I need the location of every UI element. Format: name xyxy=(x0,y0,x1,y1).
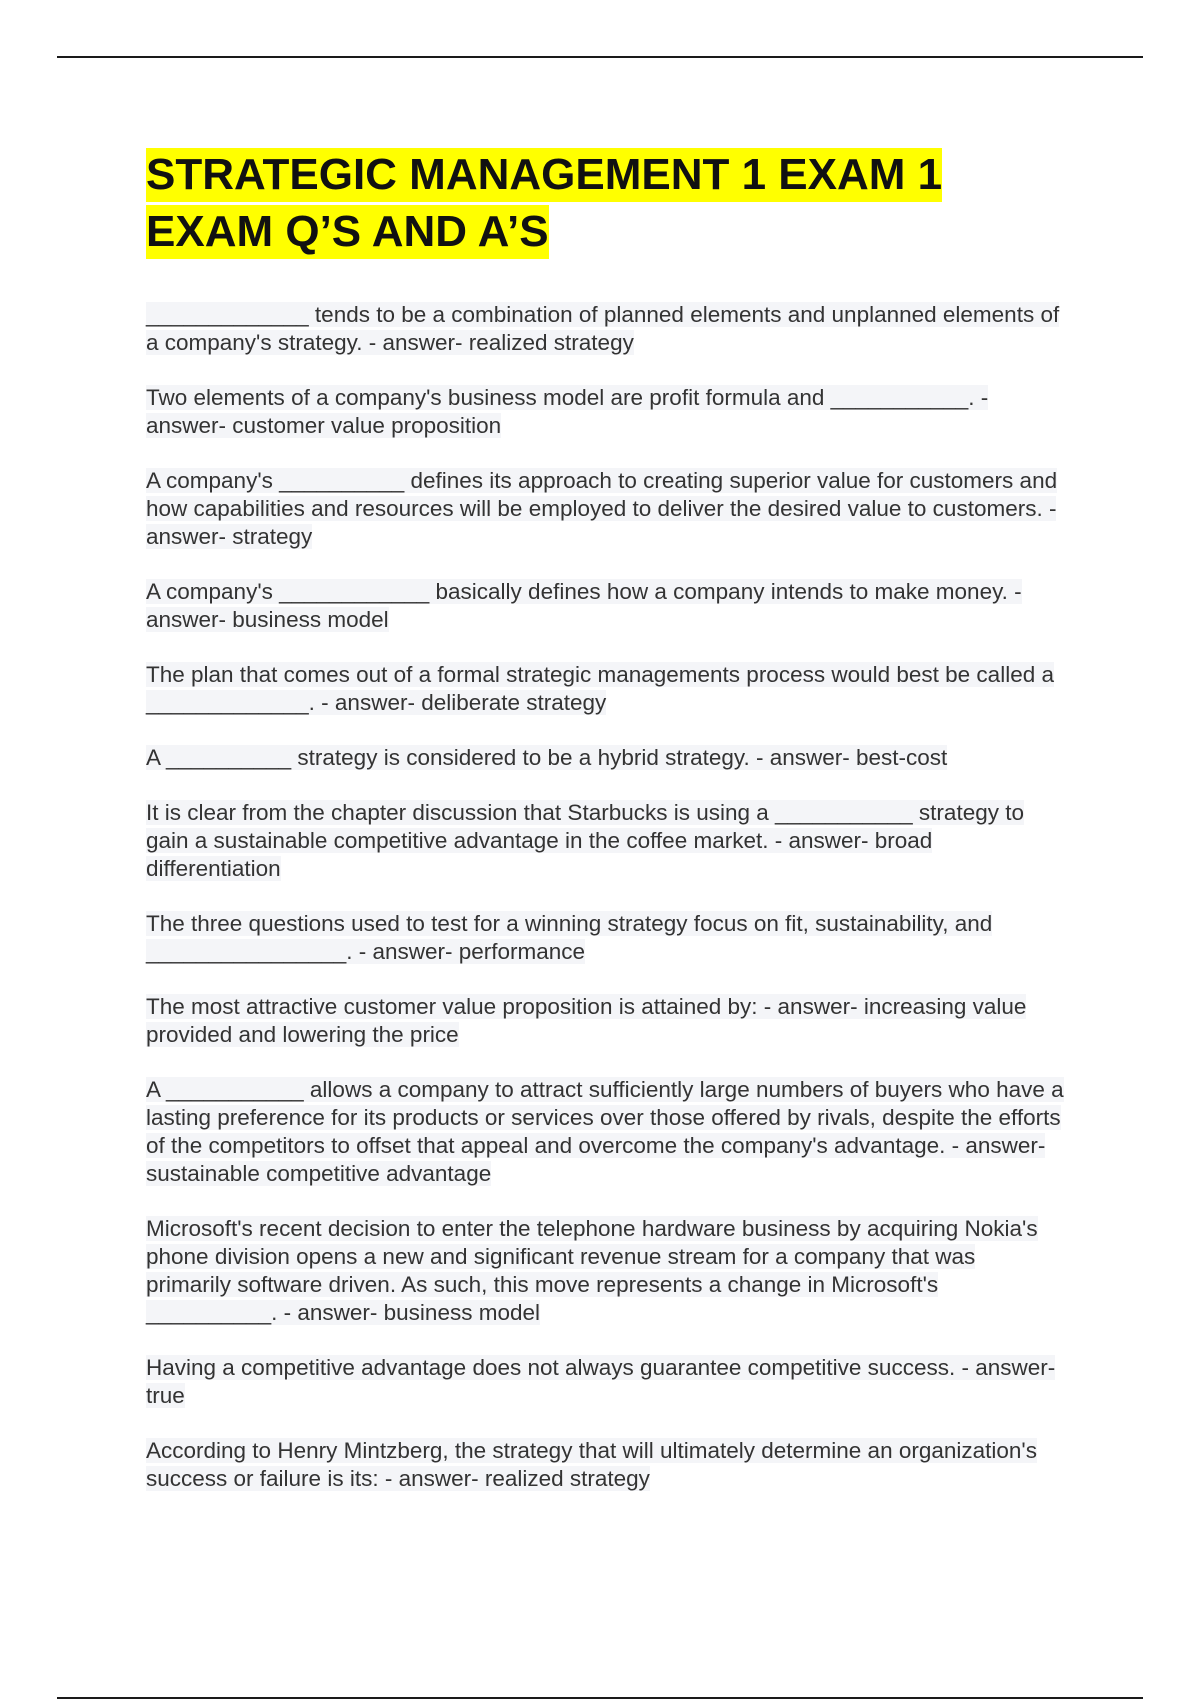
bottom-rule xyxy=(57,1697,1143,1699)
qa-item xyxy=(146,744,1066,772)
qa-item xyxy=(146,661,1066,717)
qa-item-text: Two elements of a company's business model are profit formula and ___________. - answer- customer value proposition xyxy=(146,385,989,438)
top-rule xyxy=(57,56,1143,58)
qa-item-text: A company's __________ defines its approach to creating superior value for customers and how capabilities and resources will be employed to deliver the desired value to customers. - answer- strategy xyxy=(146,468,1058,549)
qa-item-text: Having a competitive advantage does not always guarantee competitive success. - answer- true xyxy=(146,1355,1056,1408)
qa-item-text: The most attractive customer value proposition is attained by: - answer- increasing value provided and lowering the price xyxy=(146,994,1027,1047)
qa-item xyxy=(146,384,1066,440)
qa-item xyxy=(146,1437,1066,1493)
document-title xyxy=(146,146,1066,260)
qa-item-text: Microsoft's recent decision to enter the telephone hardware business by acquiring Nokia's phone division opens a new and significant revenue stream for a company that was primarily software driven. As such, this move represents a change in Microsoft's __________. - answer- business model xyxy=(146,1216,1038,1325)
qa-item-text: It is clear from the chapter discussion that Starbucks is using a ___________ strategy to gain a sustainable competitive advantage in the coffee market. - answer- broad differentiation xyxy=(146,800,1024,881)
qa-item xyxy=(146,467,1066,551)
qa-item-text: A company's ____________ basically defines how a company intends to make money. - answer- business model xyxy=(146,579,1022,632)
qa-item xyxy=(146,578,1066,634)
qa-item xyxy=(146,1215,1066,1327)
qa-item-text: A ___________ allows a company to attract sufficiently large numbers of buyers who have a lasting preference for its products or services over those offered by rivals, despite the efforts of the competitors to offset that appeal and overcome the company's advantage. - answer- sustainable competitive advantage xyxy=(146,1077,1064,1186)
qa-item xyxy=(146,910,1066,966)
qa-item xyxy=(146,1076,1066,1188)
qa-item xyxy=(146,301,1066,357)
qa-item xyxy=(146,799,1066,883)
qa-item-text: The three questions used to test for a winning strategy focus on fit, sustainability, and ________________. - answer- performance xyxy=(146,911,993,964)
qa-item xyxy=(146,993,1066,1049)
title-highlight: STRATEGIC MANAGEMENT 1 EXAM 1 EXAM Q’S AND A’S xyxy=(146,148,942,259)
qa-item-text: A __________ strategy is considered to be a hybrid strategy. - answer- best-cost xyxy=(146,745,948,770)
qa-list xyxy=(146,301,1066,1520)
qa-item-text: _____________ tends to be a combination of planned elements and unplanned elements of a company's strategy. - answer- realized strategy xyxy=(146,302,1060,355)
qa-item-text: The plan that comes out of a formal strategic managements process would best be called a _____________. - answer- deliberate strategy xyxy=(146,662,1054,715)
qa-item-text: According to Henry Mintzberg, the strategy that will ultimately determine an organization's success or failure is its: - answer- realized strategy xyxy=(146,1438,1037,1491)
qa-item xyxy=(146,1354,1066,1410)
